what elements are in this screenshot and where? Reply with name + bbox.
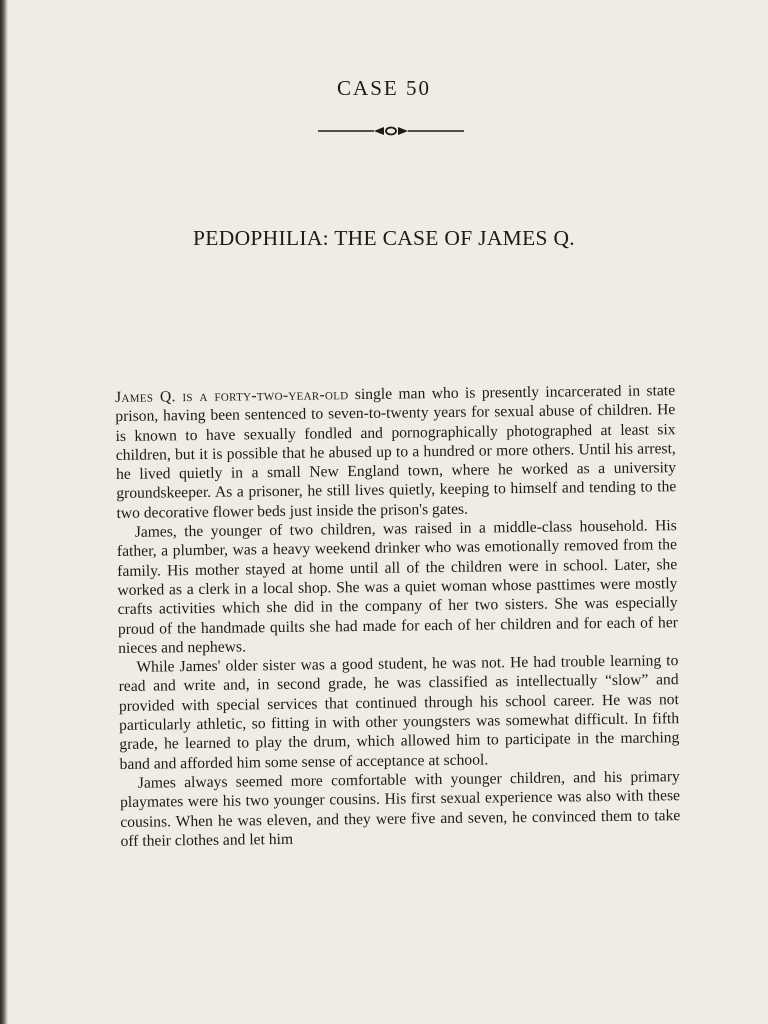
decorative-divider-icon (318, 124, 464, 138)
paragraph-4: James always seemed more comfortable with younger children, and his primary playmates were his two younger cousins. His first sexual experience was also with these cousins. When he was eleven, and they were five and seven, he convinced them to take off their clothes and let him (119, 768, 681, 850)
chapter-title: PEDOPHILIA: THE CASE OF JAMES Q. (193, 226, 575, 250)
page-binding-edge (0, 0, 8, 1024)
paragraph-2: James, the younger of two children, was raised in a middle-class household. His father, a plumber, was a heavy weekend drinker who was emotionally removed from the family. His mother stayed at home until all of the children were in school. Later, she worked as a clerk in a local shop. She was a quiet woman whose pasttimes were mostly crafts activities which she did in the company of her two sisters. She was especially proud of the handmade quilts she had made for each of her children and for each of her nieces and nephews. (116, 517, 679, 657)
body-text (115, 381, 681, 851)
paragraph-1 (115, 381, 677, 523)
paragraph-1-text: single man who is presently incarcerated in state prison, having been sentenced to seven-to-twenty years for sexual abuse of children. He is known to have sexually fondled and pornographically photographed at least six children, but it is possible that he abused up to a hundred or more others. Until his arrest, he lived quietly in a small New England town, where he worked as a university groundskeeper. As a prisoner, he still lives quietly, keeping to himself and tending to the two decorative flower beds just inside the prison's gates. (115, 382, 677, 522)
paragraph-lead-in: James Q. is a forty-two-year-old (115, 386, 349, 406)
paragraph-3: While James' older sister was a good student, he was not. He had trouble learning to read and write and, in second grade, he was classified as intellectually “slow” and provided with special services that continued through his school career. He was not particularly athletic, so fitting in with other youngsters was somewhat difficult. In fifth grade, he learned to play the drum, which allowed him to participate in the marching band and afforded him some sense of acceptance at school. (118, 652, 680, 773)
case-number-heading: CASE 50 (337, 76, 431, 100)
